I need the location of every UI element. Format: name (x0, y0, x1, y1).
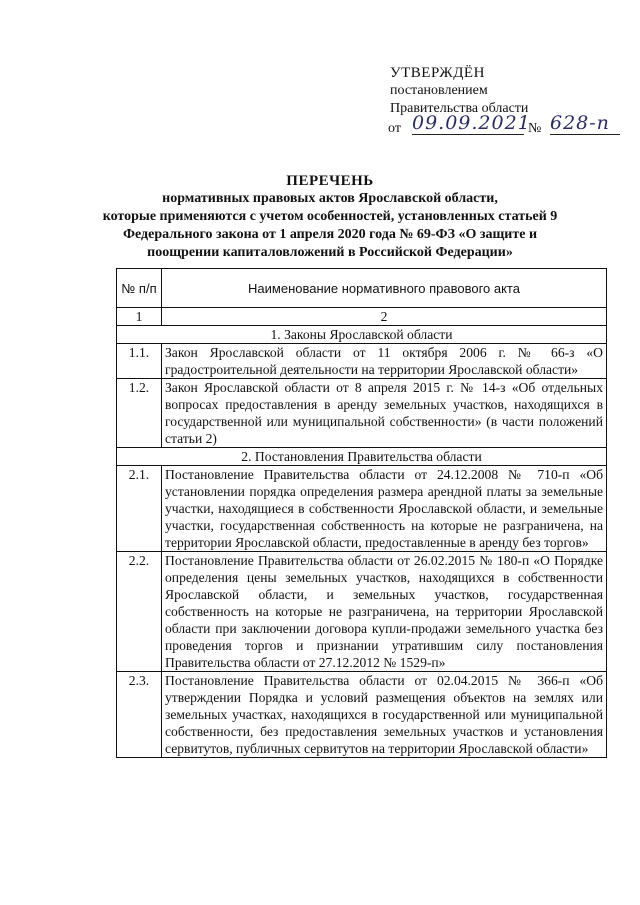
table-row (117, 672, 607, 758)
acts-table (116, 268, 607, 758)
row-text: Закон Ярославской области от 11 октября 2006 г. № 66-з «О градостроительной деятельности на территории Ярославской области» (162, 344, 607, 379)
section-row (117, 326, 607, 344)
approved-authority-line: Правительства области (390, 101, 529, 116)
col-name-index: 2 (162, 308, 607, 326)
row-text: Постановление Правительства области от 02.04.2015 № 366-п «Об утверждении Порядка и условий размещения объектов на землях или земельных участках, находящихся в государственной или муниципальной собственности, без предоставления земельных участков и установления сервитутов, публичных сервитутов на территории Ярославской области» (162, 672, 607, 758)
table-header-row (117, 269, 607, 308)
table-row (117, 379, 607, 448)
handwritten-number: 628-п (550, 112, 620, 135)
table-row (117, 344, 607, 379)
table-row (117, 466, 607, 552)
approved-label: УТВЕРЖДЁН (390, 65, 485, 81)
row-number: 2.1. (117, 466, 162, 552)
approved-by-line: постановлением (390, 83, 488, 98)
section-title: 1. Законы Ярославской области (117, 326, 607, 344)
column-index-row (117, 308, 607, 326)
row-number: 1.2. (117, 379, 162, 448)
approval-date-line (388, 112, 610, 138)
row-text: Закон Ярославской области от 8 апреля 2015 г. № 14-з «Об отдельных вопросах предоставления в аренду земельных участков, находящихся в государственной или муниципальной собственности» (в части положений статьи 2) (162, 379, 607, 448)
col-num-index: 1 (117, 308, 162, 326)
row-number: 2.2. (117, 552, 162, 672)
section-row (117, 448, 607, 466)
row-number: 1.1. (117, 344, 162, 379)
row-text: Постановление Правительства области от 24.12.2008 № 710-п «Об установлении порядка определения размера арендной платы за земельные участки, находящиеся в собственности Ярославской области, и земельные участки, государственная собственность на которые не разграничена, на территории Ярославской области, предоставленные в аренду без торгов» (162, 466, 607, 552)
heading-line-2: которые применяются с учетом особенностей, установленных статьей 9 (102, 209, 558, 224)
number-label: № (528, 121, 542, 136)
from-label: от (388, 121, 401, 136)
table-row (117, 552, 607, 672)
section-title: 2. Постановления Правительства области (117, 448, 607, 466)
row-number: 2.3. (117, 672, 162, 758)
document-heading (100, 172, 560, 262)
approval-block (388, 64, 610, 138)
heading-line-1: нормативных правовых актов Ярославской области, (162, 191, 498, 206)
handwritten-date: 09.09.2021 (412, 112, 531, 134)
heading-line-4: поощрении капиталовложений в Российской Федерации» (147, 245, 513, 260)
col-num-header: № п/п (117, 269, 162, 308)
col-name-header: Наименование нормативного правового акта (162, 269, 607, 308)
heading-line-3: Федерального закона от 1 апреля 2020 года № 69-ФЗ «О защите и (122, 227, 538, 242)
row-text: Постановление Правительства области от 26.02.2015 № 180-п «О Порядке определения цены земельных участков, находящихся в собственности Ярославской области, и земельных участков, государственная собственность на которые не разграничена, на территории Ярославской области при заключении договора купли-продажи земельного участка без проведения торгов и признании утратившим силу постановления Правительства области от 27.12.2012 № 1529-п» (162, 552, 607, 672)
document-title: ПЕРЕЧЕНЬ (286, 173, 374, 189)
